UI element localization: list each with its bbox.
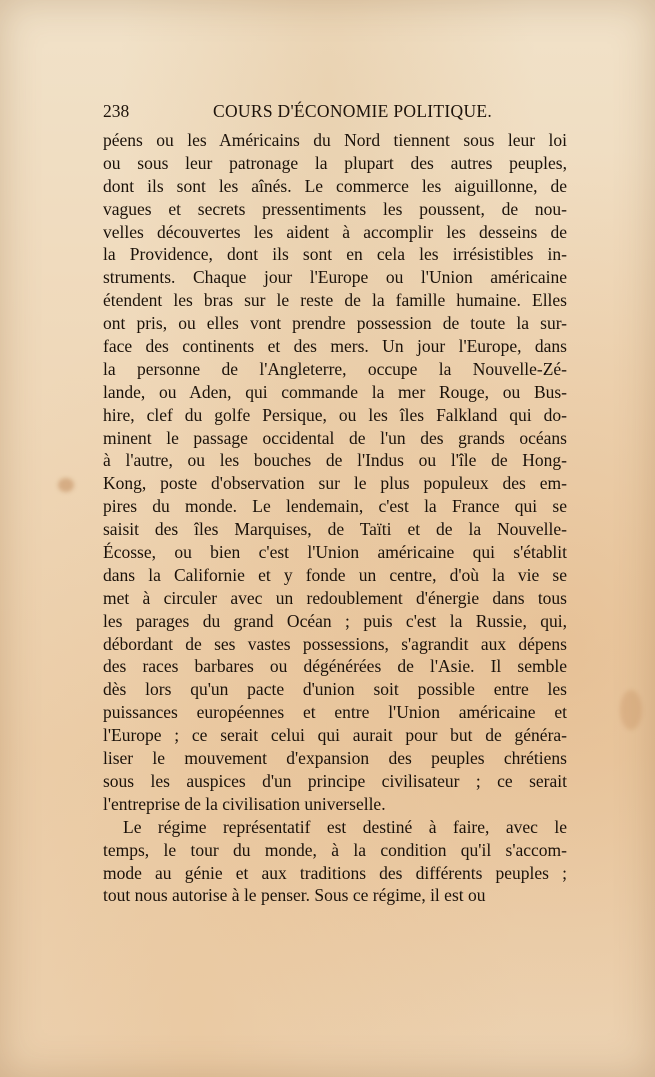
text-line: l'Europe ; ce serait celui qui aurait pour but de généra- (103, 725, 567, 746)
text-line: Écosse, ou bien c'est l'Union américaine qui s'établit (103, 542, 567, 563)
text-line: à l'autre, ou les bouches de l'Indus ou l'île de Hong- (103, 450, 567, 471)
text-line: lande, ou Aden, qui commande la mer Rouge, ou Bus- (103, 381, 567, 402)
text-line: dont ils sont les aînés. Le commerce les aiguillonne, de (103, 175, 567, 196)
page-number: 238 (103, 101, 130, 121)
running-header (103, 101, 567, 127)
body-text (103, 129, 567, 907)
text-line: dès lors qu'un pacte d'union soit possible entre les (103, 679, 567, 700)
foxing-spot (58, 478, 74, 492)
paragraph (103, 816, 567, 908)
text-line: étendent les bras sur le reste de la famille humaine. Elles (103, 290, 567, 311)
text-line: des races barbares ou dégénérées de l'Asie. Il semble (103, 656, 567, 677)
text-line: ont pris, ou elles vont prendre possession de toute la sur- (103, 313, 567, 334)
text-line: face des continents et des mers. Un jour l'Europe, dans (103, 336, 567, 357)
running-title: COURS D'ÉCONOMIE POLITIQUE. (213, 101, 493, 121)
text-line: liser le mouvement d'expansion des peuples chrétiens (103, 748, 567, 769)
text-line: velles découvertes les aident à accomplir les desseins de (103, 221, 567, 242)
text-line: ou sous leur patronage la plupart des autres peuples, (103, 152, 567, 173)
text-line: la personne de l'Angleterre, occupe la Nouvelle-Zé- (103, 358, 567, 379)
text-line: Kong, poste d'observation sur le plus populeux des em- (103, 473, 567, 494)
text-line: hire, clef du golfe Persique, ou les îles Falkland qui do- (103, 404, 567, 425)
text-line: met à circuler avec un redoublement d'énergie dans tous (103, 587, 567, 608)
text-line: les parages du grand Océan ; puis c'est la Russie, qui, (103, 610, 567, 631)
text-line: struments. Chaque jour l'Europe ou l'Union américaine (103, 267, 567, 288)
foxing-spot (620, 690, 642, 730)
text-line: débordant de ses vastes possessions, s'agrandit aux dépens (103, 633, 567, 654)
text-line: tout nous autorise à le penser. Sous ce régime, il est ou (103, 885, 486, 906)
text-line: saisit des îles Marquises, de Taïti et de la Nouvelle- (103, 519, 567, 540)
text-line: temps, le tour du monde, à la condition qu'il s'accom- (103, 839, 567, 860)
text-line: Le régime représentatif est destiné à faire, avec le (123, 816, 567, 837)
text-line: sous les auspices d'un principe civilisateur ; ce serait (103, 770, 567, 791)
text-line: l'entreprise de la civilisation universelle. (103, 793, 386, 814)
text-line: dans la Californie et y fonde un centre, d'où la vie se (103, 564, 567, 585)
text-line: la Providence, dont ils sont en cela les irrésistibles in- (103, 244, 567, 265)
text-line: pires du monde. Le lendemain, c'est la France qui se (103, 496, 567, 517)
text-line: mode au génie et aux traditions des différents peuples ; (103, 862, 567, 883)
text-line: minent le passage occidental de l'un des grands océans (103, 427, 567, 448)
text-line: vagues et secrets pressentiments les poussent, de nou- (103, 198, 567, 219)
paragraph (103, 129, 567, 816)
text-line: péens ou les Américains du Nord tiennent sous leur loi (103, 130, 567, 150)
text-line: puissances européennes et entre l'Union américaine et (103, 702, 567, 723)
